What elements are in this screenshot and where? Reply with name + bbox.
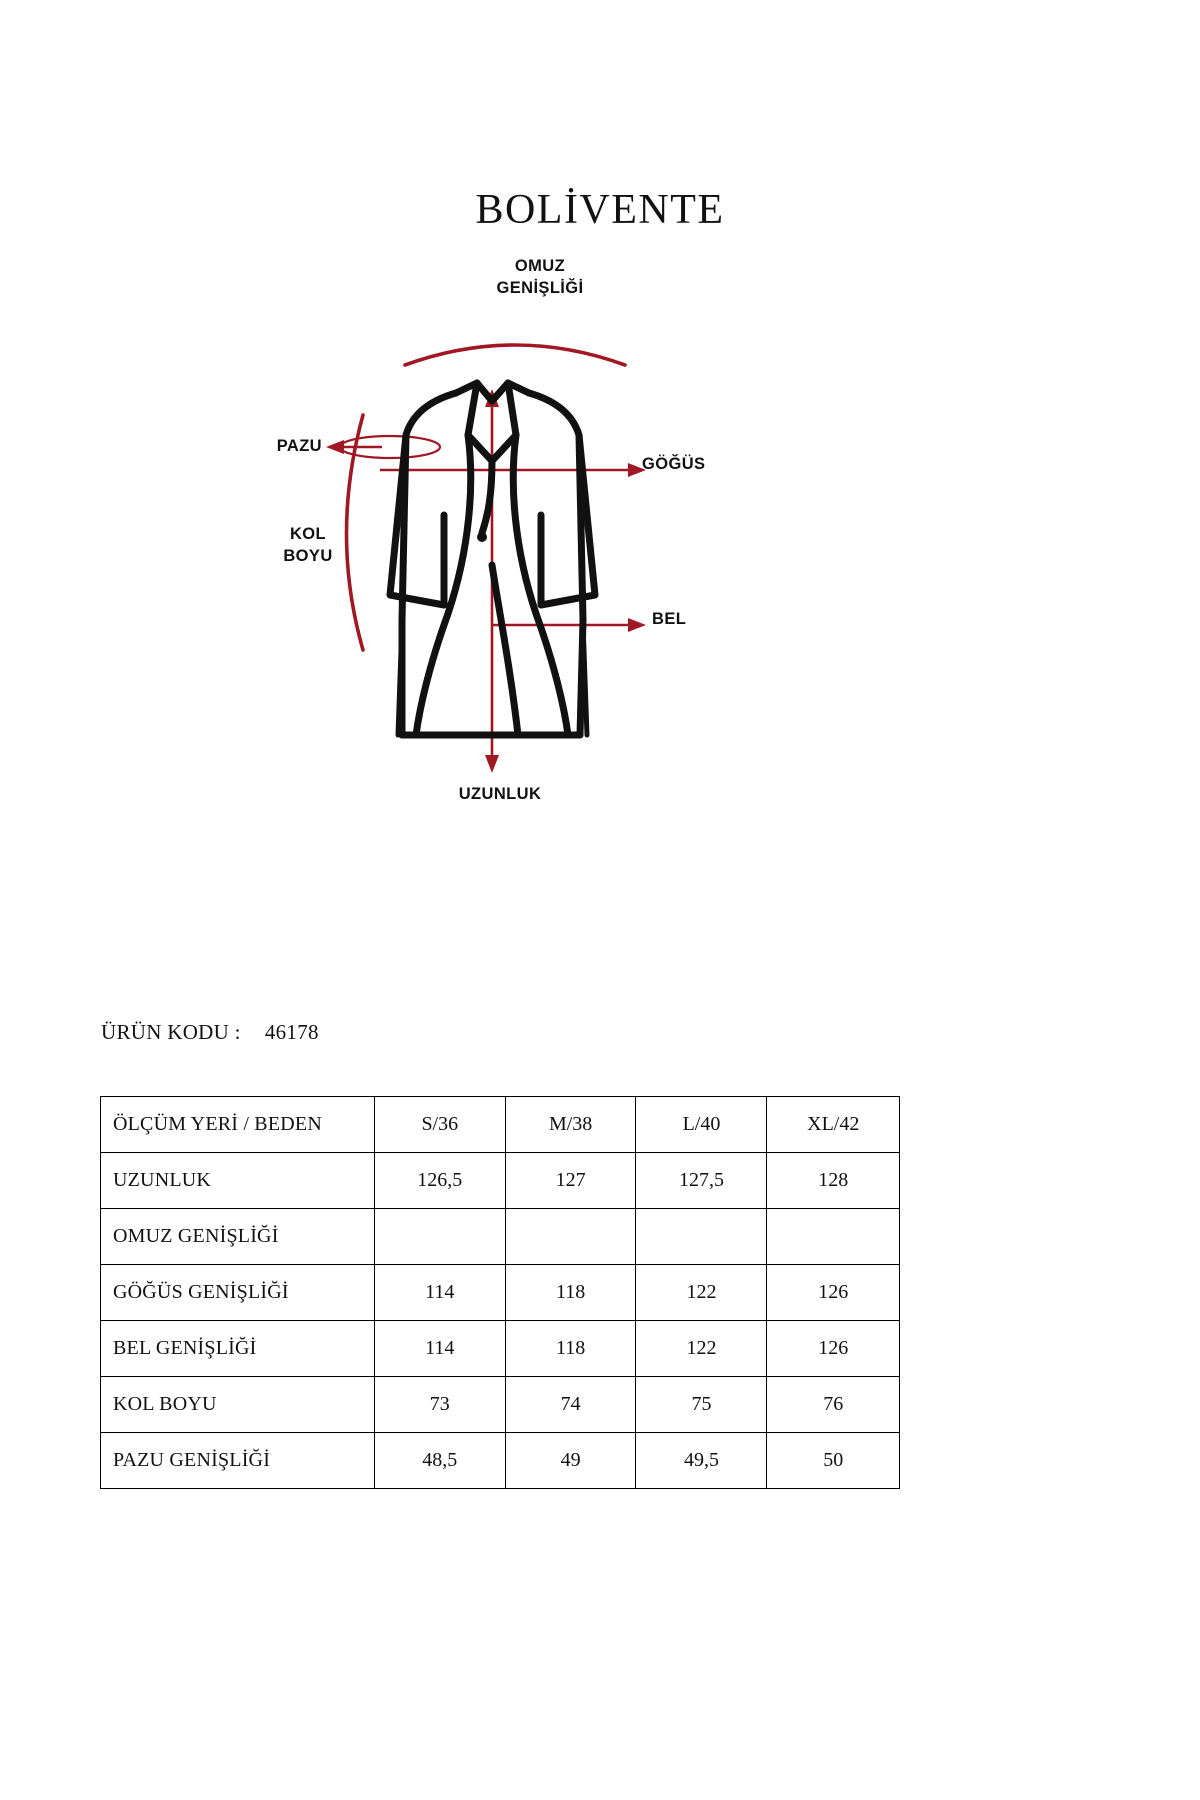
- label-sleeve-length: [248, 523, 368, 568]
- row-label-uzunluk: UZUNLUK: [101, 1153, 375, 1209]
- garment-measurement-diagram: [230, 257, 970, 855]
- cell-uzunluk-xl42: 128: [767, 1153, 900, 1209]
- cell-omuz-m38: [505, 1209, 636, 1265]
- cell-pazu-s36: 48,5: [374, 1433, 505, 1489]
- label-sleeve-length-line1: KOL: [289, 525, 327, 543]
- cell-uzunluk-m38: 127: [505, 1153, 636, 1209]
- table-header-l40: L/40: [636, 1097, 767, 1153]
- label-shoulder-width: [430, 255, 650, 300]
- cell-omuz-xl42: [767, 1209, 900, 1265]
- cell-uzunluk-s36: 126,5: [374, 1153, 505, 1209]
- product-code-value: 46178: [264, 1020, 319, 1044]
- label-shoulder-width-line1: OMUZ: [514, 257, 566, 275]
- cell-gogus-xl42: 126: [767, 1265, 900, 1321]
- cell-kol-xl42: 76: [767, 1377, 900, 1433]
- label-chest: GÖĞÜS: [642, 455, 706, 473]
- product-code-label: ÜRÜN KODU :: [101, 1020, 241, 1044]
- label-waist: BEL: [652, 610, 687, 628]
- cell-gogus-s36: 114: [374, 1265, 505, 1321]
- product-code: [101, 1020, 319, 1045]
- cell-pazu-m38: 49: [505, 1433, 636, 1489]
- label-sleeve-length-line2: BOYU: [283, 547, 333, 566]
- cell-bel-s36: 114: [374, 1321, 505, 1377]
- cell-bel-m38: 118: [505, 1321, 636, 1377]
- row-label-pazu-genisligi: PAZU GENİŞLİĞİ: [101, 1433, 375, 1489]
- cell-omuz-l40: [636, 1209, 767, 1265]
- cell-bel-xl42: 126: [767, 1321, 900, 1377]
- cell-kol-m38: 74: [505, 1377, 636, 1433]
- cell-uzunluk-l40: 127,5: [636, 1153, 767, 1209]
- table-header-s36: S/36: [374, 1097, 505, 1153]
- cell-kol-l40: 75: [636, 1377, 767, 1433]
- cell-pazu-xl42: 50: [767, 1433, 900, 1489]
- cell-bel-l40: 122: [636, 1321, 767, 1377]
- cell-gogus-l40: 122: [636, 1265, 767, 1321]
- label-shoulder-width-line2: GENİŞLİĞİ: [496, 279, 584, 298]
- row-label-kol-boyu: KOL BOYU: [101, 1377, 375, 1433]
- brand-title: BOLİVENTE: [475, 187, 725, 233]
- cell-kol-s36: 73: [374, 1377, 505, 1433]
- table-header-m38: M/38: [505, 1097, 636, 1153]
- label-length: UZUNLUK: [458, 785, 542, 803]
- table-row: [101, 1153, 900, 1209]
- table-header-row: [101, 1097, 900, 1153]
- table-row: [101, 1433, 900, 1489]
- size-table: [100, 1096, 900, 1489]
- table-row: [101, 1265, 900, 1321]
- table-header-measurement: ÖLÇÜM YERİ / BEDEN: [101, 1097, 375, 1153]
- coat-button: [477, 532, 487, 542]
- row-label-omuz-genisligi: OMUZ GENİŞLİĞİ: [101, 1209, 375, 1265]
- cell-pazu-l40: 49,5: [636, 1433, 767, 1489]
- cell-gogus-m38: 118: [505, 1265, 636, 1321]
- label-bicep: PAZU: [276, 437, 322, 455]
- row-label-bel-genisligi: BEL GENİŞLİĞİ: [101, 1321, 375, 1377]
- table-row: [101, 1209, 900, 1265]
- table-row: [101, 1377, 900, 1433]
- table-header-xl42: XL/42: [767, 1097, 900, 1153]
- table-row: [101, 1321, 900, 1377]
- row-label-gogus-genisligi: GÖĞÜS GENİŞLİĞİ: [101, 1265, 375, 1321]
- cell-omuz-s36: [374, 1209, 505, 1265]
